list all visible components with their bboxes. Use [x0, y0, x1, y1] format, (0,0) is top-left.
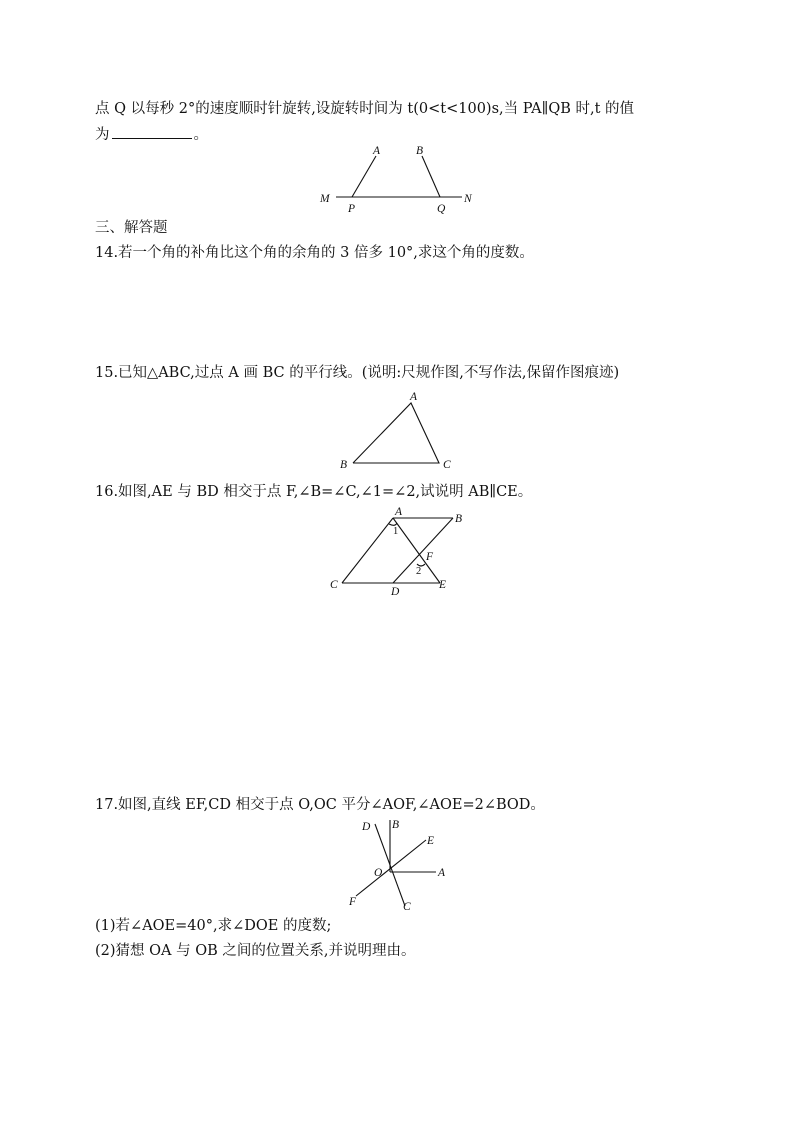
label-f: F	[349, 896, 357, 908]
q14-text: 14.若一个角的补角比这个角的余角的 3 倍多 10°,求这个角的度数。	[95, 245, 534, 261]
q13-figure	[300, 138, 500, 216]
q13-text-line2	[95, 124, 208, 145]
label-angle-2: 2	[416, 566, 422, 577]
segment-qb	[422, 156, 440, 197]
label-a: A	[410, 391, 418, 403]
label-c: C	[443, 459, 451, 471]
label-o: O	[374, 867, 383, 879]
label-b: B	[340, 459, 348, 471]
line-ef	[356, 840, 426, 896]
label-a: A	[373, 145, 381, 157]
label-e: E	[427, 835, 435, 847]
segment-pa	[352, 156, 376, 197]
label-f: F	[426, 551, 434, 563]
angle-1-arc	[389, 523, 397, 525]
section-title: 三、解答题	[95, 220, 168, 236]
label-d: D	[362, 821, 371, 833]
q16-figure	[325, 502, 465, 598]
triangle-abc	[353, 403, 439, 463]
label-n: N	[464, 193, 472, 205]
segment-bd	[393, 518, 453, 583]
q17-part1: (1)若∠AOE=40°,求∠DOE 的度数;	[95, 918, 332, 934]
q13-line2-prefix: 为	[95, 127, 110, 143]
q17-figure	[340, 812, 460, 916]
label-b: B	[416, 145, 424, 157]
q13-line2-suffix: 。	[193, 127, 208, 143]
q15-triangle-figure	[335, 388, 465, 474]
q13-answer-blank[interactable]	[112, 124, 192, 139]
label-q: Q	[437, 203, 446, 215]
label-e: E	[439, 579, 447, 591]
label-d: D	[391, 586, 400, 598]
q16-text: 16.如图,AE 与 BD 相交于点 F,∠B=∠C,∠1=∠2,试说明 AB∥CE。	[95, 484, 533, 500]
q17-text: 17.如图,直线 EF,CD 相交于点 O,OC 平分∠AOF,∠AOE=2∠BOD。	[95, 797, 545, 813]
label-angle-1: 1	[393, 526, 399, 537]
q13-text-line1: 点 Q 以每秒 2°的速度顺时针旋转,设旋转时间为 t(0<t<100)s,当 PA∥QB 时,t 的值	[95, 101, 635, 117]
label-a: A	[438, 867, 446, 879]
q15-text: 15.已知△ABC,过点 A 画 BC 的平行线。(说明:尺规作图,不写作法,保留作图痕迹)	[95, 365, 620, 381]
label-a: A	[395, 506, 403, 518]
label-c: C	[330, 579, 338, 591]
q17-part2: (2)猜想 OA 与 OB 之间的位置关系,并说明理由。	[95, 943, 416, 959]
segment-ac	[342, 518, 393, 583]
label-c: C	[403, 901, 411, 913]
label-b: B	[392, 819, 400, 831]
label-m: M	[320, 193, 330, 205]
label-b: B	[455, 513, 463, 525]
label-p: P	[348, 203, 356, 215]
